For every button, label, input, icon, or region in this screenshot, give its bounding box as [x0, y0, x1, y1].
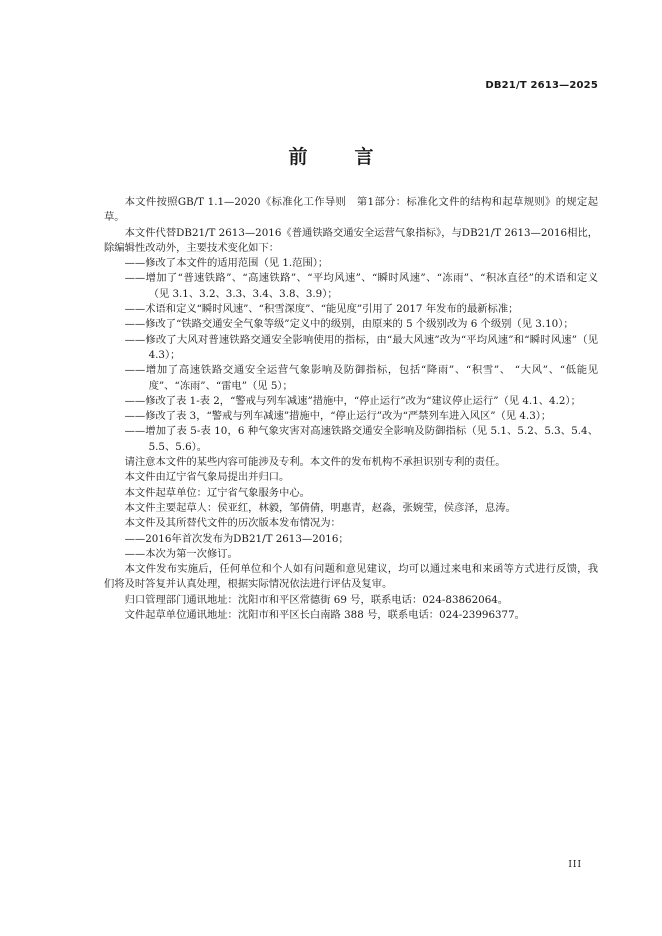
paragraph-drafters: 本文件主要起草人：侯亚红，林毅，邹倩倩，明惠青，赵淼，张婉莹，侯彦泽，息涛。	[124, 501, 516, 514]
paragraph-feedback: 本文件发布实施后，任何单位和个人如有问题和意见建议，均可以通过来电和来函等方式进行反馈，我们将及时答复并认真处理，根据实际情况依法进行评估及复审。	[104, 563, 598, 591]
history-item: ——本次为第一次修订。	[124, 547, 238, 560]
change-item: ——增加了高速铁路交通安全运营气象影响及防御指标，包括“降雨”、“积雪”、 “大风”、“低能见度”、“冻雨”、“雷电”（见 5）；	[124, 364, 598, 392]
document-code: DB21/T 2613—2025	[485, 80, 598, 91]
change-item: ——修改了表 3，“警戒与列车减速”措施中，“停止运行”改为“严禁列车进入风区”（见 4.3）；	[124, 410, 552, 423]
change-item: ——增加了“普速铁路”、“高速铁路”、“平均风速”、“瞬时风速”、“冻雨”、“积冰直径”的术语和定义（见 3.1、3.2、3.3、3.4、3.8、3.9）；	[124, 272, 598, 300]
paragraph-drafter-address: 文件起草单位通讯地址：沈阳市和平区长白南路 388 号，联系电话：024-23996377。	[124, 609, 525, 622]
paragraph-version-history: 本文件及其所替代文件的历次版本发布情况为：	[124, 517, 341, 530]
history-item: ——2016年首次发布为DB21/T 2613—2016；	[124, 532, 349, 545]
page-title: 前 言	[288, 146, 388, 168]
change-item: ——增加了表 5-表 10，6 种气象灾害对高速铁路交通安全影响及防御指标（见 5.1、5.2、5.3、5.4、5.5、5.6）。	[124, 425, 598, 453]
page-number: III	[568, 860, 582, 870]
paragraph-drafting-basis: 本文件按照GB/T 1.1—2020《标准化工作导则 第1部分：标准化文件的结构和起草规则》的规定起草。	[104, 196, 598, 224]
change-item: ——术语和定义“瞬时风速”、“积雪深度”、“能见度”引用了 2017 年发布的最新标准；	[124, 303, 519, 316]
paragraph-drafting-unit: 本文件起草单位：辽宁省气象服务中心。	[124, 486, 310, 499]
paragraph-proposer: 本文件由辽宁省气象局提出并归口。	[124, 471, 290, 484]
change-item: ——修改了大风对普速铁路交通安全影响使用的指标，由“最大风速”改为“平均风速”和“瞬时风速”（见 4.3）；	[124, 333, 598, 361]
paragraph-patent-notice: 请注意本文件的某些内容可能涉及专利。本文件的发布机构不承担识别专利的责任。	[124, 456, 506, 469]
paragraph-admin-address: 归口管理部门通讯地址：沈阳市和平区常德街 69 号，联系电话：024-83862064。	[124, 593, 509, 606]
foreword-body	[104, 195, 598, 623]
paragraph-replacement: 本文件代替DB21/T 2613—2016《普通铁路交通安全运营气象指标》，与DB21/T 2613—2016相比，除编辑性改动外，主要技术变化如下：	[104, 226, 598, 254]
change-item: ——修改了本文件的适用范围（见 1.范围）；	[124, 257, 329, 270]
change-item: ——修改了表 1-表 2，“警戒与列车减速”措施中，“停止运行”改为“建议停止运行”（见 4.1、4.2）；	[124, 394, 581, 407]
change-item: ——修改了“铁路交通安全气象等级”定义中的级别，由原来的 5 个级别改为 6 个级别（见 3.10）；	[124, 318, 574, 331]
